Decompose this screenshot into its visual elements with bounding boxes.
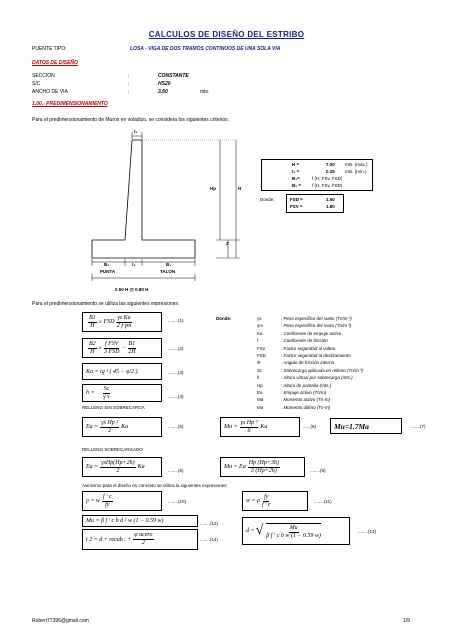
legend-description: : Peso específico del suelo (Tn/m ³) bbox=[281, 316, 352, 321]
row-label: ANCHO DE VIA bbox=[32, 89, 68, 95]
formula-13: d = √ $\frac{Mu}{\text{β f ' c b w (1 − 0.59 w)}}$ bbox=[242, 517, 350, 545]
row-colon: : bbox=[128, 73, 130, 79]
legend-description: : Sobrecarga aplicada en relleno (Tn/m ³) bbox=[281, 367, 364, 373]
legend-description: : Empuje activo (Tn/m) bbox=[281, 390, 327, 395]
t2-label: t₂ bbox=[132, 262, 136, 267]
z-label: Z bbox=[226, 241, 229, 246]
ref-8: ........(8) bbox=[168, 468, 184, 473]
f8-den: 2 bbox=[116, 467, 120, 474]
param-value: f (H, FSv, FSD) bbox=[312, 183, 343, 188]
legend-symbol: FSD bbox=[257, 353, 266, 358]
row-value: HS20 bbox=[158, 81, 171, 87]
ref-4: ........(4) bbox=[168, 394, 184, 399]
f11-num: fy bbox=[264, 493, 269, 500]
f5-lhs: Ea = bbox=[86, 424, 99, 430]
page-title: CALCULOS DE DISEÑO DEL ESTRIBO bbox=[148, 30, 305, 39]
ref-3: ........(3) bbox=[168, 370, 184, 375]
f14-lhs: t 2 = d + recub . + bbox=[86, 536, 132, 543]
f2-num2: f FSV bbox=[104, 340, 119, 347]
footer-email: Robert77396@gmail.com bbox=[32, 618, 89, 624]
legend-symbol: Hp bbox=[257, 382, 263, 388]
ref-7: ........(7) bbox=[410, 424, 426, 429]
legend-symbol: Ma bbox=[257, 397, 264, 403]
ref-2: ........(2) bbox=[168, 346, 184, 351]
f1-den2: 2 f γm bbox=[116, 322, 132, 329]
ref-5: ........(5) bbox=[168, 424, 184, 429]
formula-5 bbox=[82, 417, 162, 437]
f3-text: Ka = tg ² ( 45 − φ/2 ) bbox=[86, 368, 138, 375]
f2-den: H bbox=[90, 348, 95, 355]
formula-6 bbox=[220, 417, 300, 437]
f9-den: 3 (Hp+2h) bbox=[250, 467, 277, 474]
talon-label: TALON bbox=[160, 269, 176, 274]
legend-description: : Momento activo (Tn-m) bbox=[281, 397, 331, 403]
f8-lhs: Ea = bbox=[86, 464, 99, 470]
param-value: 0.25 bbox=[326, 169, 335, 174]
f6-ka: Ka bbox=[260, 424, 268, 430]
legend-symbol: Ka bbox=[257, 330, 263, 336]
f2-num3: B1 bbox=[128, 340, 136, 347]
f9-lhs: Ma = Ea bbox=[224, 464, 246, 470]
legend-description: : Factor seguridad al volteo bbox=[281, 345, 336, 351]
row-label: SECCION bbox=[32, 73, 55, 79]
f6-den: 6 bbox=[247, 427, 251, 434]
legend-symbol: FSv bbox=[257, 345, 266, 351]
formula-4 bbox=[82, 384, 162, 402]
f1-den: H bbox=[90, 322, 95, 329]
f6-num: γs Hp ³ bbox=[240, 419, 258, 426]
f4-den: γ s bbox=[103, 393, 110, 400]
row-value: 3.50 bbox=[158, 89, 168, 95]
ref-14: ........(14) bbox=[200, 537, 219, 542]
f1-num: B1 bbox=[89, 314, 96, 321]
legend-symbol: h bbox=[257, 375, 260, 381]
concrete-intro: Asimismo para el diseño en concreto se utiliza la siguientes expresiones: bbox=[82, 483, 228, 488]
param-key: B₂ = bbox=[292, 183, 302, 188]
param-key: H = bbox=[292, 162, 300, 167]
legend-symbol: Φ bbox=[257, 360, 261, 366]
bridge-type-value: LOSA - VIGA DE DOS TRAMOS CONTINUOS DE UNA SOLA VIA bbox=[130, 46, 281, 52]
f10-lhs: ρ = w bbox=[86, 498, 100, 504]
factor-value: 1.80 bbox=[326, 204, 335, 209]
f13-lhs: d = bbox=[246, 528, 255, 534]
f10-den: fy bbox=[105, 501, 110, 508]
formula-11 bbox=[242, 491, 308, 511]
footer-page: 1/9 bbox=[403, 618, 410, 624]
ref-10: ........(10) bbox=[168, 499, 187, 504]
param-value: f (H, FSv, FSD) bbox=[312, 176, 343, 181]
param-value: 7.00 bbox=[326, 162, 335, 167]
f13-den: β f ' c b w (1 − 0.59 w) bbox=[266, 532, 321, 539]
formula-14 bbox=[82, 529, 198, 550]
factor-key: FSV = bbox=[290, 204, 303, 209]
row-colon: : bbox=[128, 89, 130, 95]
h-label: H bbox=[238, 186, 242, 191]
formula-10 bbox=[82, 491, 162, 511]
f2-den2: 3 FSD bbox=[103, 348, 120, 355]
f5-den: 2 bbox=[108, 427, 112, 434]
param-unit: mts. (máx.) bbox=[345, 162, 368, 167]
relleno-sobrecargado: RELLENO SOBRECARGADO bbox=[82, 447, 143, 452]
ref-9: ........(9) bbox=[310, 468, 326, 473]
row-unit: mts. bbox=[200, 89, 210, 95]
ref-1: ........(1) bbox=[168, 318, 184, 323]
donde-label: Donde: bbox=[260, 197, 275, 202]
ref-11: ........(11) bbox=[314, 499, 332, 504]
punta-label: PUNTA bbox=[100, 269, 116, 274]
ref-6: ......(6) bbox=[303, 424, 317, 429]
legend-symbol: Sc bbox=[257, 367, 263, 373]
factor-key: FSD = bbox=[290, 197, 303, 202]
f13-num: Mu bbox=[289, 524, 298, 531]
legend-symbol: γm bbox=[257, 323, 263, 329]
f6-lhs: Ma = bbox=[224, 424, 238, 430]
param-key: B₁= bbox=[292, 176, 300, 181]
f2-num: B2 bbox=[89, 340, 96, 347]
formula-3 bbox=[82, 363, 162, 380]
relleno-sin-sobrecarga: RELLENO SIN SOBRECARGA bbox=[82, 405, 145, 410]
legend-symbol: γs bbox=[257, 316, 262, 321]
formula-7 bbox=[330, 418, 402, 434]
param-key: t₁ = bbox=[292, 169, 300, 174]
f8-ka: Ka bbox=[137, 464, 145, 470]
legend-description: : Momento último (Tn-m) bbox=[281, 404, 331, 410]
f8-num: γsHp(Hp+2h) bbox=[101, 459, 135, 466]
formula-9 bbox=[220, 457, 305, 477]
legend-symbol: Ea bbox=[257, 390, 263, 395]
bridge-type-label: PUENTE TIPO: bbox=[32, 46, 67, 52]
f14-den: 2 bbox=[141, 540, 145, 546]
formula-2 bbox=[82, 338, 162, 358]
f5-ka: Ka bbox=[121, 424, 129, 430]
row-label: S/C bbox=[32, 81, 41, 87]
legend-title: Donde: bbox=[216, 316, 232, 321]
row-value: CONSTANTE bbox=[158, 73, 189, 79]
legend-description: : Coeficiente de empuje activo bbox=[281, 330, 342, 336]
f1-op: ≥ FSD bbox=[98, 319, 115, 325]
f14-num: φ acero bbox=[134, 532, 153, 538]
f1-num2: γs Ka bbox=[117, 314, 131, 321]
base-range-label: 0.50 H @ 0.80 H bbox=[115, 287, 149, 292]
formula-12 bbox=[82, 515, 198, 527]
legend-symbol: Mu bbox=[257, 404, 264, 410]
f2-minus: − bbox=[121, 345, 126, 351]
section-intro: Para el predimensionamiento de Muros en voladizo, se considera los siguientes criterios: bbox=[32, 117, 230, 123]
f2-den3: 2H bbox=[128, 348, 136, 355]
design-data-heading: DATOS DE DISEÑO bbox=[32, 60, 78, 66]
f10-num: f ' c bbox=[102, 493, 112, 500]
legend-description: : Coeficiente de fricción bbox=[281, 338, 328, 344]
legend-description: : Angulo de fricción interna bbox=[281, 360, 335, 366]
f5-num: γs Hp ² bbox=[101, 419, 119, 426]
ref-12: ........(12) bbox=[200, 521, 219, 526]
b1-label: B₁ bbox=[166, 262, 172, 267]
legend-symbol: f bbox=[257, 338, 259, 344]
factor-value: 1.50 bbox=[326, 197, 335, 202]
f7-text: Mu=1.7Ma bbox=[334, 421, 369, 431]
legend-description: : Altura virtual por sobrecarga (mts.) bbox=[281, 375, 353, 381]
t1-label: t₁ bbox=[134, 129, 138, 134]
f9-num: Hp (Hp+3h) bbox=[248, 459, 279, 466]
retaining-wall-diagram bbox=[0, 0, 453, 300]
f12-text: Mu = β f ' c b d ² w (1 − 0.59 w) bbox=[86, 518, 164, 524]
b2-label: B₂ bbox=[104, 262, 110, 267]
row-colon: : bbox=[128, 81, 130, 87]
legend-description: : Altura de pantalla (mts.) bbox=[281, 382, 332, 388]
f11-den: f ' c bbox=[261, 501, 271, 508]
formula-1 bbox=[82, 312, 162, 332]
ref-13: ........(13) bbox=[358, 529, 377, 534]
f4-num: Sc bbox=[103, 385, 110, 392]
f2-op: ≥ bbox=[98, 345, 102, 351]
formula-8 bbox=[82, 457, 162, 477]
hp-label: Hp bbox=[210, 186, 216, 191]
f4-lhs: h = bbox=[86, 390, 95, 396]
section-heading: 1.00.- PREDIMENSIONAMIENTO bbox=[32, 101, 108, 107]
legend-description: : Peso específico del muro (Tn/m ³) bbox=[281, 323, 352, 329]
legend-description: : Factor seguridad al deslizamiento bbox=[281, 353, 351, 358]
param-unit: mts. (mín.) bbox=[345, 169, 367, 174]
f11-lhs: w = ρ bbox=[246, 498, 260, 504]
expressions-intro: Para el predimensionamiento se utiliza las siguientes expresiones: bbox=[32, 301, 180, 307]
